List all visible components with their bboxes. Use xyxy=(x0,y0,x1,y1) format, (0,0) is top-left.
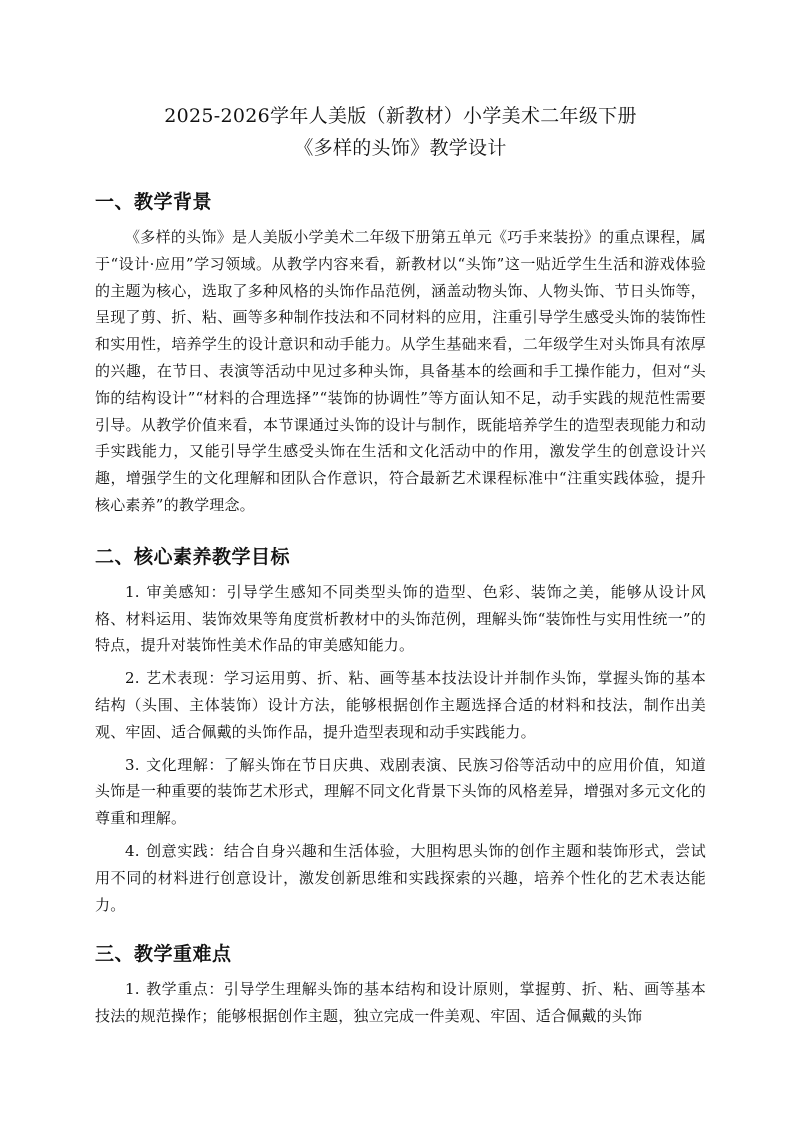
goal-text: 创意实践：结合自身兴趣和生活体验，大胆构思头饰的创作主题和装饰形式，尝试用不同的材料进行创意设计，激发创新思维和实践探索的兴趣，培养个性化的艺术表达能力。 xyxy=(95,841,706,914)
goal-text: 文化理解：了解头饰在节日庆典、戏剧表演、民族习俗等活动中的应用价值，知道头饰是一种重要的装饰艺术形式，理解不同文化背景下头饰的风格差异，增强对多元文化的尊重和理解。 xyxy=(95,755,706,828)
section-heading: 三、教学重难点 xyxy=(95,943,232,966)
goal-number: 2. xyxy=(125,669,140,688)
section-background xyxy=(95,188,706,519)
goal-text: 艺术表现：学习运用剪、折、粘、画等基本技法设计并制作头饰，掌握头饰的基本结构（头围、主体装饰）设计方法，能够根据创作主题选择合适的材料和技法，制作出美观、牢固、适合佩戴的头饰作品，提升造型表现和动手实践能力。 xyxy=(95,669,706,741)
goal-number: 3. xyxy=(125,755,140,774)
document-title-line1: 2025-2026学年人美版（新教材）小学美术二年级下册 xyxy=(164,105,637,127)
goal-item xyxy=(95,579,706,659)
goal-item xyxy=(95,838,706,918)
section-goals xyxy=(95,543,706,919)
key-point-item xyxy=(95,976,706,1030)
key-point-text: 教学重点：引导学生理解头饰的基本结构和设计原则，掌握剪、折、粘、画等基本技法的规范操作；能够根据创作主题，独立完成一件美观、牢固、适合佩戴的头饰 xyxy=(95,980,706,1026)
key-point-number: 1. xyxy=(125,980,140,999)
goal-item xyxy=(95,752,706,832)
section-heading: 二、核心素养教学目标 xyxy=(95,545,291,568)
goal-item xyxy=(95,665,706,745)
section-key-points xyxy=(95,940,706,1030)
goal-text: 审美感知：引导学生感知不同类型头饰的造型、色彩、装饰之美，能够从设计风格、材料运用、装饰效果等角度赏析教材中的头饰范例，理解头饰“装饰性与实用性统一”的特点，提升对装饰性美术作品的审美感知能力。 xyxy=(95,582,706,655)
document-title-line2: 《多样的头饰》教学设计 xyxy=(294,137,507,159)
section-paragraph: 《多样的头饰》是人美版小学美术二年级下册第五单元《巧手来装扮》的重点课程，属于“设计·应用”学习领域。从教学内容来看，新教材以“头饰”这一贴近学生生活和游戏体验的主题为核心，选取了多种风格的头饰作品范例，涵盖动物头饰、人物头饰、节日头饰等，呈现了剪、折、粘、画等多种制作技法和不同材料的应用，注重引导学生感受头饰的装饰性和实用性，培养学生的设计意识和动手能力。从学生基础来看，二年级学生对头饰具有浓厚的兴趣，在节日、表演等活动中见过多种头饰，具备基本的绘画和手工操作能力，但对“头饰的结构设计”“材料的合理选择”“装饰的协调性”等方面认知不足，动手实践的规范性需要引导。从教学价值来看，本节课通过头饰的设计与制作，既能培养学生的造型表现能力和动手实践能力，又能引导学生感受头饰在生活和文化活动中的作用，激发学生的创意设计兴趣，增强学生的文化理解和团队合作意识，符合最新艺术课程标准中“注重实践体验，提升核心素养”的教学理念。 xyxy=(95,228,706,514)
section-heading: 一、教学背景 xyxy=(95,191,213,213)
goal-number: 4. xyxy=(125,841,140,860)
goal-number: 1. xyxy=(125,582,140,601)
